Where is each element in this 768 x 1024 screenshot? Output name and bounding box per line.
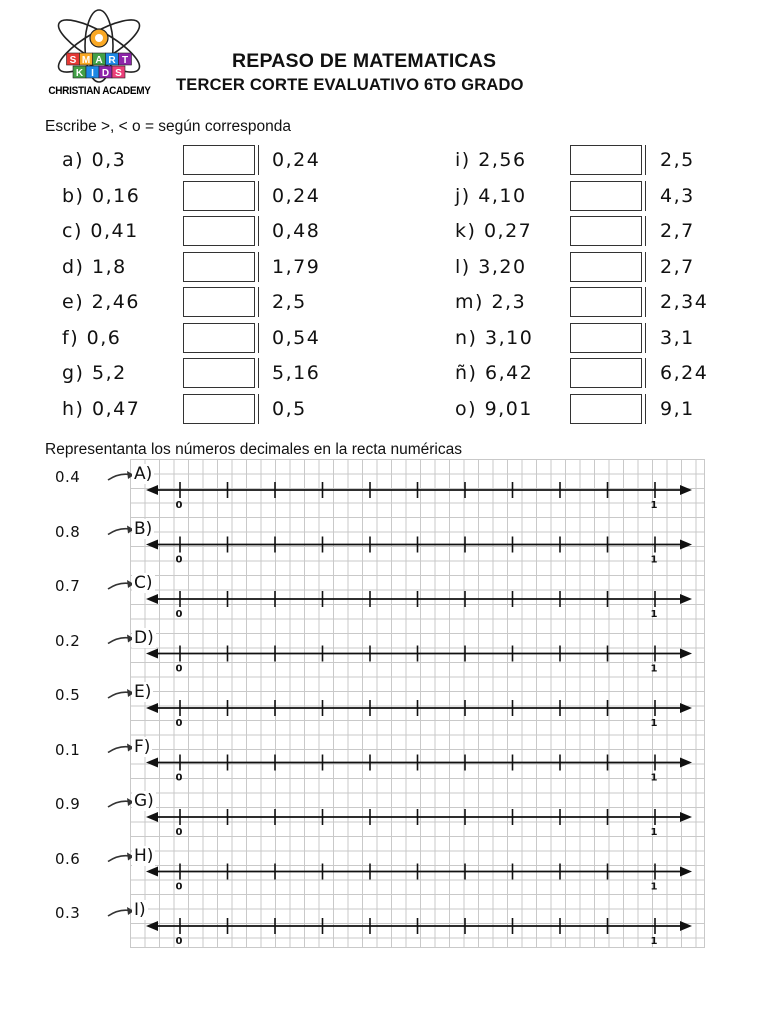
logo-bottom-letter: D <box>101 68 110 79</box>
comparison-left-value: a) 0,3 <box>62 149 127 171</box>
decimal-number-label: 0.9 <box>55 795 81 813</box>
decimal-number-label: 0.7 <box>55 577 81 595</box>
right-arrow-icon <box>680 540 692 550</box>
number-line-letter: I) <box>134 900 146 920</box>
comparison-right-value: 3,1 <box>660 326 695 349</box>
comparison-left-value: ñ) 6,42 <box>455 362 534 384</box>
page-subtitle: TERCER CORTE EVALUATIVO 6TO GRADO <box>176 76 524 94</box>
left-arrow-icon <box>146 867 158 877</box>
decimal-number-label: 0.5 <box>55 686 81 704</box>
page-title: REPASO DE MATEMATICAS <box>232 50 497 72</box>
comparison-right-value: 2,5 <box>660 149 695 171</box>
decimal-number-label: 0.3 <box>55 904 81 922</box>
tick-label-one: 1 <box>650 609 658 620</box>
number-line-letter: A) <box>134 464 153 484</box>
left-arrow-icon <box>146 594 158 604</box>
number-line-letter: E) <box>134 682 152 702</box>
logo-caption: CHRISTIAN ACADEMY <box>48 85 151 98</box>
comparison-right-value: 9,1 <box>660 397 695 420</box>
number-line-letter: D) <box>134 627 154 648</box>
comparison-right-value: 0,24 <box>272 149 321 171</box>
number-line-letter: B) <box>134 518 153 539</box>
left-arrow-icon <box>146 485 158 495</box>
tick-label-one: 1 <box>650 663 658 675</box>
left-arrow-icon <box>146 703 158 713</box>
comparison-left-value: k) 0,27 <box>455 220 533 242</box>
decimal-number-label: 0.2 <box>55 631 81 650</box>
left-arrow-icon <box>146 812 158 822</box>
comparison-left-value: f) 0,6 <box>62 326 122 349</box>
comparison-right-value: 1,79 <box>272 255 321 278</box>
comparison-left-value: g) 5,2 <box>62 362 127 384</box>
tick-label-one: 1 <box>650 881 658 893</box>
tick-label-zero: 0 <box>175 936 183 947</box>
tick-label-zero: 0 <box>175 554 183 566</box>
comparison-left-value: h) 0,47 <box>62 397 141 420</box>
logo-top-letter: S <box>69 55 77 66</box>
logo-bottom-letter: S <box>115 68 122 79</box>
comparison-right-value: 2,34 <box>660 291 709 313</box>
comparison-right-value: 0,48 <box>272 220 321 242</box>
right-arrow-icon <box>680 703 692 713</box>
number-line-letter: F) <box>134 736 151 757</box>
tick-label-zero: 0 <box>175 500 183 511</box>
right-arrow-icon <box>680 649 692 659</box>
logo-top-letter: T <box>121 55 129 66</box>
logo-top-letter: R <box>108 55 116 66</box>
number-line-letter: G) <box>134 791 154 811</box>
tick-label-one: 1 <box>650 936 658 947</box>
logo-bottom-letter: I <box>91 68 94 79</box>
decimal-number-label: 0.8 <box>55 522 81 541</box>
decimal-number-label: 0.6 <box>55 849 81 868</box>
comparison-right-value: 4,3 <box>660 184 695 207</box>
decimal-number-label: 0.4 <box>55 468 81 486</box>
comparison-left-value: l) 3,20 <box>455 255 527 278</box>
right-arrow-icon <box>680 758 692 768</box>
comparison-right-value: 0,54 <box>272 326 321 349</box>
comparison-instruction: Escribe >, < o = según corresponda <box>45 118 292 135</box>
comparison-left-value: e) 2,46 <box>62 291 140 313</box>
comparison-left-value: c) 0,41 <box>62 220 139 242</box>
tick-label-zero: 0 <box>175 663 183 675</box>
comparison-right-value: 0,24 <box>272 184 321 207</box>
comparison-right-value: 2,5 <box>272 291 307 313</box>
comparison-left-value: d) 1,8 <box>62 255 127 278</box>
tick-label-one: 1 <box>650 772 658 784</box>
tick-label-zero: 0 <box>175 772 183 784</box>
comparison-right-value: 2,7 <box>660 220 695 242</box>
number-line-letter: C) <box>134 573 153 593</box>
left-arrow-icon <box>146 921 158 931</box>
decimal-number-label: 0.1 <box>55 740 81 759</box>
number-line-instruction: Representanta los números decimales en la recta numéricas <box>45 441 462 458</box>
tick-label-zero: 0 <box>175 609 183 620</box>
right-arrow-icon <box>680 812 692 822</box>
number-line-letter: H) <box>134 845 154 866</box>
comparison-right-value: 5,16 <box>272 362 321 384</box>
logo-top-letter: A <box>95 55 103 66</box>
tick-label-one: 1 <box>650 554 658 566</box>
logo-top-letter: M <box>81 55 91 66</box>
comparison-left-value: o) 9,01 <box>455 397 533 420</box>
comparison-left-value: i) 2,56 <box>455 149 527 171</box>
tick-label-zero: 0 <box>175 827 183 838</box>
comparison-left-value: m) 2,3 <box>455 291 527 313</box>
right-arrow-icon <box>680 485 692 495</box>
left-arrow-icon <box>146 758 158 768</box>
comparison-right-value: 0,5 <box>272 397 307 420</box>
tick-label-one: 1 <box>650 500 658 511</box>
right-arrow-icon <box>680 921 692 931</box>
comparison-right-value: 6,24 <box>660 362 709 384</box>
logo-bottom-letter: K <box>75 68 84 79</box>
comparison-left-value: j) 4,10 <box>455 184 527 207</box>
tick-label-one: 1 <box>650 827 658 838</box>
right-arrow-icon <box>680 867 692 877</box>
left-arrow-icon <box>146 649 158 659</box>
tick-label-zero: 0 <box>175 718 183 729</box>
comparison-left-value: b) 0,16 <box>62 184 141 207</box>
comparison-left-value: n) 3,10 <box>455 326 534 349</box>
tick-label-zero: 0 <box>175 881 183 893</box>
comparison-right-value: 2,7 <box>660 255 695 278</box>
right-arrow-icon <box>680 594 692 604</box>
tick-label-one: 1 <box>650 718 658 729</box>
left-arrow-icon <box>146 540 158 550</box>
